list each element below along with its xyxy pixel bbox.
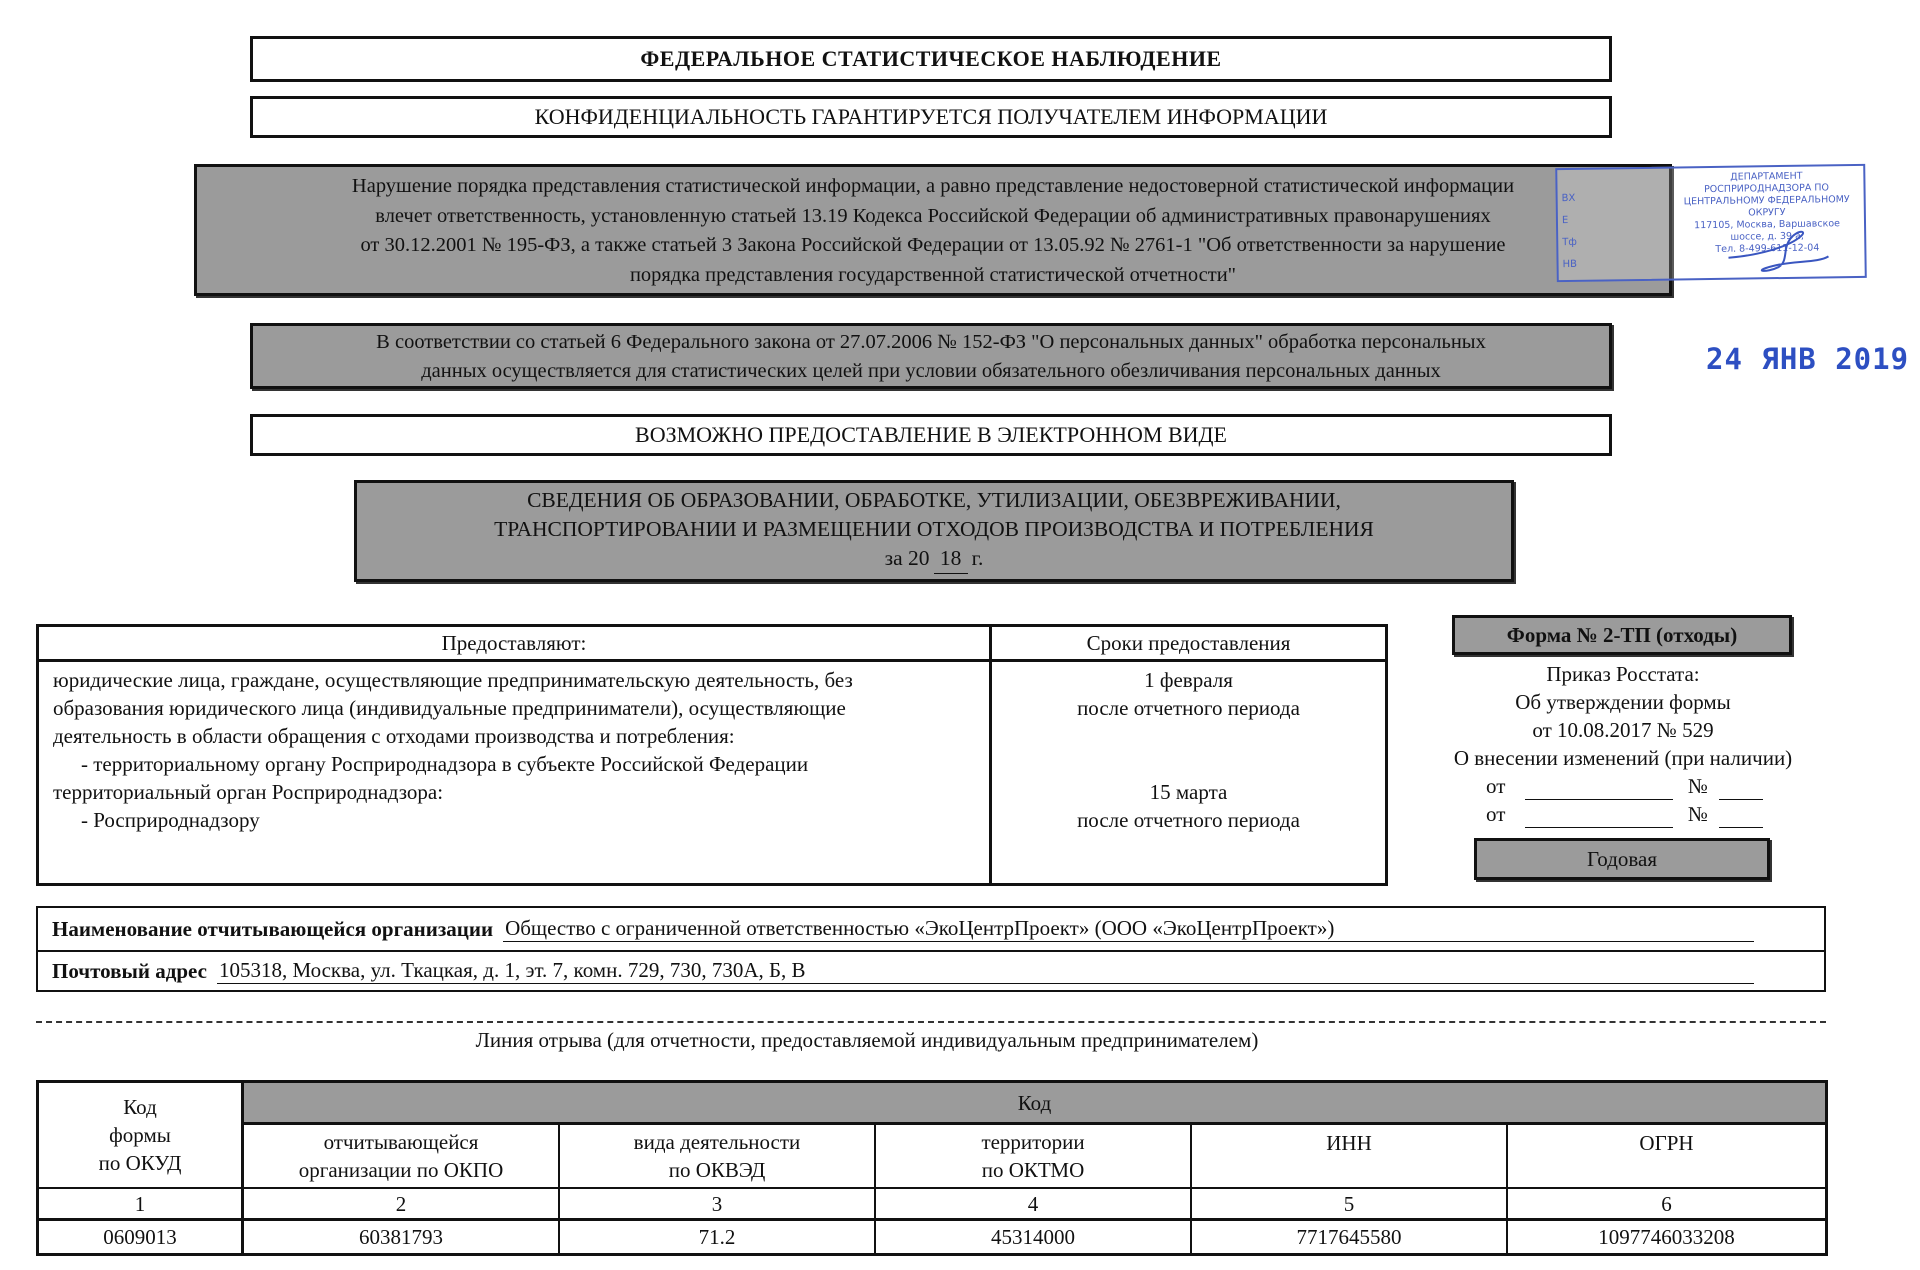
personal-data-line: В соответствии со статьей 6 Федерального закона от 27.07.2006 № 152-ФЗ "О персональных данных" обработка персональных (376, 331, 1486, 353)
deadline-date: 1 февраля (1144, 668, 1233, 692)
amendment-number-blank (1719, 807, 1763, 828)
column-number: 6 (1508, 1189, 1825, 1221)
stamp-side-letter: ВХ (1561, 192, 1576, 205)
okud-header-line: по ОКУД (98, 1151, 182, 1175)
okud-code-value: 0609013 (39, 1221, 244, 1253)
amendment-number-label: № (1687, 774, 1708, 798)
tear-line-divider (36, 1021, 1826, 1023)
amendment-date-blank (1525, 807, 1673, 828)
violation-line: порядка представления государственной статистической отчетности" (629, 263, 1237, 286)
order-title: Приказ Росстата: (1546, 662, 1700, 686)
respondents-text (53, 666, 983, 834)
form-number: Форма № 2-ТП (отходы) (1506, 623, 1738, 647)
title-line: ТРАНСПОРТИРОВАНИИ И РАЗМЕЩЕНИИ ОТХОДОВ ПРОИЗВОДСТВА И ПОТРЕБЛЕНИЯ (494, 517, 1374, 541)
report-year (357, 544, 1511, 574)
violation-line: от 30.12.2001 № 195-ФЗ, а также статьей 3 Закона Российской Федерации от 13.05.92 № 2761-1 "Об ответственности за нарушение (360, 234, 1506, 256)
okud-header (39, 1083, 244, 1189)
postal-address-label: Почтовый адрес (52, 958, 207, 983)
postal-address-value: 105318, Москва, ул. Ткацкая, д. 1, эт. 7, комн. 729, 730, 730А, Б, В (217, 958, 1754, 984)
okud-header-line: Код (123, 1095, 157, 1119)
amendment-from-label: от (1486, 802, 1506, 826)
postal-address-row (38, 950, 1824, 992)
stamp-signature-icon (1718, 226, 1839, 278)
deadline-date: 15 марта (1149, 780, 1228, 804)
amendment-date-blank (1525, 779, 1673, 800)
codes-table (36, 1080, 1828, 1256)
amendment-from-label: от (1486, 774, 1506, 798)
federal-observation-header (250, 36, 1612, 82)
respondents-header: Предоставляют: (39, 627, 992, 662)
okved-code-value: 71.2 (560, 1221, 876, 1253)
date-stamp: 24 ЯНВ 2019 (1706, 342, 1910, 376)
organization-name-value: Общество с ограниченной ответственностью «ЭкоЦентрПроект» (ООО «ЭкоЦентрПроект») (503, 916, 1754, 942)
personal-data-notice (250, 323, 1612, 389)
order-amendments: О внесении изменений (при наличии) (1453, 746, 1793, 770)
confidentiality-header (250, 96, 1612, 138)
organization-name-label: Наименование отчитывающейся организации (52, 916, 494, 941)
deadline-2 (992, 778, 1385, 834)
rosprirodnadzor-stamp (1555, 164, 1867, 282)
confidentiality-text: КОНФИДЕНЦИАЛЬНОСТЬ ГАРАНТИРУЕТСЯ ПОЛУЧАТЕЛЕМ ИНФОРМАЦИИ (534, 104, 1328, 129)
stamp-line: Тел. 8-499-611-12-04 (1715, 242, 1820, 255)
electronic-submission-header (250, 414, 1612, 456)
respondents-line: деятельность в области обращения с отходами производства и потребления: (53, 724, 735, 748)
okpo-header (244, 1125, 560, 1189)
inn-header: ИНН (1192, 1125, 1508, 1189)
deadline-text: после отчетного периода (1077, 696, 1300, 720)
respondents-line: - территориальному органу Росприроднадзора в субъекте Российской Федерации (81, 752, 809, 776)
stamp-line: 117105, Москва, Варшавское шоссе, д. 39 а, (1694, 218, 1841, 243)
amendment-row (1420, 772, 1826, 800)
amendment-number-label: № (1687, 802, 1708, 826)
period-value: Годовая (1587, 847, 1657, 871)
okud-header-line: формы (109, 1123, 171, 1147)
order-approval-date: от 10.08.2017 № 529 (1532, 718, 1714, 742)
violation-notice (194, 164, 1672, 296)
form-number-box (1452, 615, 1792, 655)
okpo-header-line: организации по ОКПО (298, 1158, 504, 1182)
okved-header (560, 1125, 876, 1189)
deadlines-header: Сроки предоставления (992, 627, 1385, 662)
okved-header-line: по ОКВЭД (668, 1158, 766, 1182)
column-number: 4 (876, 1189, 1192, 1221)
stamp-side-letter: Е (1561, 214, 1569, 227)
column-number: 1 (39, 1189, 244, 1221)
federal-observation-text: ФЕДЕРАЛЬНОЕ СТАТИСТИЧЕСКОЕ НАБЛЮДЕНИЕ (640, 46, 1222, 71)
deadline-text: после отчетного периода (1077, 808, 1300, 832)
respondents-line: юридические лица, граждане, осуществляющие предпринимательскую деятельность, без (53, 668, 853, 692)
column-number: 5 (1192, 1189, 1508, 1221)
stamp-line: ДЕПАРТАМЕНТ РОСПРИРОДНАДЗОРА ПО (1703, 170, 1830, 196)
period-box (1474, 838, 1770, 880)
oktmo-code-value: 45314000 (876, 1221, 1192, 1253)
stamp-line: ЦЕНТРАЛЬНОМУ ФЕДЕРАЛЬНОМУ ОКРУГУ (1683, 194, 1850, 219)
tear-line-caption: Линия отрыва (для отчетности, предоставляемой индивидуальным предпринимателем) (475, 1028, 1259, 1052)
order-approval: Об утверждении формы (1515, 690, 1731, 714)
respondents-line: образования юридического лица (индивидуальные предприниматели), осуществляющие (53, 696, 846, 720)
column-number: 3 (560, 1189, 876, 1221)
inn-value: 7717645580 (1192, 1221, 1508, 1253)
respondents-line: территориальный орган Росприроднадзора: (53, 780, 444, 804)
stamp-side-letter: Тф (1562, 236, 1578, 249)
oktmo-header-line: по ОКТМО (981, 1158, 1085, 1182)
year-suffix: г. (971, 546, 984, 570)
violation-line: Нарушение порядка представления статистической информации, а равно представление недостоверной статистической информации (351, 175, 1515, 197)
year-prefix: за 20 (884, 546, 930, 570)
form-order-panel (1420, 660, 1826, 828)
oktmo-header (876, 1125, 1192, 1189)
ogrn-value: 1097746033208 (1598, 1225, 1735, 1249)
ogrn-header: ОГРН (1508, 1125, 1825, 1189)
reporting-table (36, 624, 1388, 886)
electronic-text: ВОЗМОЖНО ПРЕДОСТАВЛЕНИЕ В ЭЛЕКТРОННОМ ВИДЕ (635, 422, 1227, 447)
code-group-header: Код (244, 1083, 1825, 1125)
organization-info (36, 906, 1826, 992)
column-number: 2 (244, 1189, 560, 1221)
stamp-side-letter: НВ (1562, 258, 1578, 271)
organization-name-row (38, 908, 1824, 952)
respondents-line: - Росприроднадзору (81, 808, 260, 832)
oktmo-header-line: территории (981, 1130, 1085, 1154)
personal-data-line: данных осуществляется для статистических целей при условии обязательного обезличивания персональных данных (421, 360, 1441, 382)
amendment-number-blank (1719, 779, 1763, 800)
deadline-1 (992, 666, 1385, 722)
okpo-code-value: 60381793 (244, 1221, 560, 1253)
amendment-row (1420, 800, 1826, 828)
report-title (354, 480, 1514, 582)
violation-line: влечет ответственность, установленную статьей 13.19 Кодекса Российской Федерации об административных правонарушениях (375, 204, 1491, 227)
title-line: СВЕДЕНИЯ ОБ ОБРАЗОВАНИИ, ОБРАБОТКЕ, УТИЛИЗАЦИИ, ОБЕЗВРЕЖИВАНИИ, (527, 488, 1341, 512)
okved-header-line: вида деятельности (633, 1130, 801, 1154)
year-value: 18 (934, 544, 968, 574)
okpo-header-line: отчитывающейся (323, 1130, 479, 1154)
